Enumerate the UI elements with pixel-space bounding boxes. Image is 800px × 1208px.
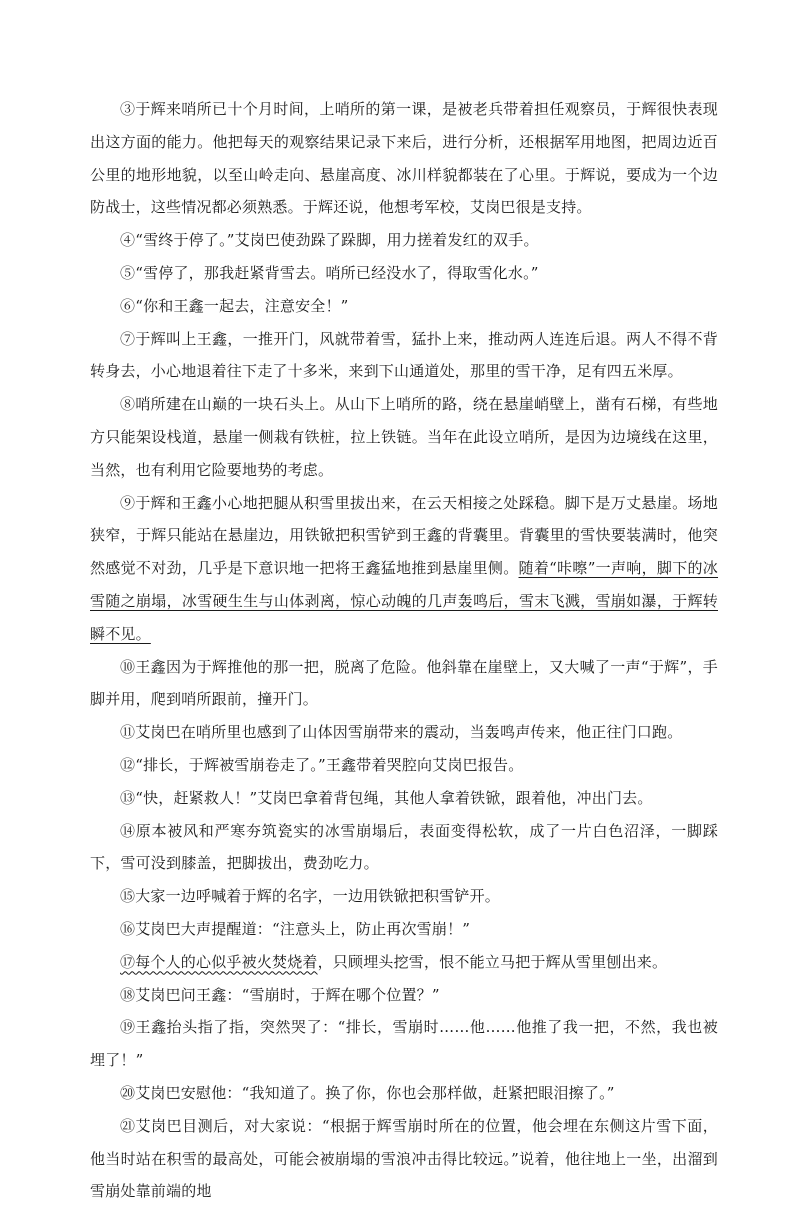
paragraph-17-text: ，只顾埋头挖雪，恨不能立马把于辉从雪里刨出来。 (317, 952, 668, 971)
paragraph-14: ⑭原本被风和严寒夯筑瓷实的冰雪崩塌后，表面变得松软，成了一片白色沼泽，一脚踩下，雪可没到膝盖，把脚拔出，费劲吃力。 (90, 821, 718, 873)
paragraph-4: ④“雪终于停了。”艾岗巴使劲跺了跺脚，用力搓着发红的双手。 (120, 231, 539, 250)
paragraph-16: ⑯艾岗巴大声提醒道：“注意头上，防止再次雪崩！” (120, 919, 471, 938)
article-body (90, 93, 718, 1208)
paragraph-17-wavy-underlined-phrase: ⑰每个人的心似乎被火焚烧着 (120, 952, 318, 971)
paragraph-9-text: ⑨于辉和王鑫小心地把腿从积雪里拔出来，在云天相接之处踩稳。脚下是万丈悬崖。场地狭窄，于辉只能站在悬崖边，用铁锨把积雪铲到王鑫的背囊里。背囊里的雪快要装满时，他突然感觉不对劲，几乎是下意识地一把将王鑫猛地推到悬崖里侧。 (90, 493, 718, 578)
paragraph-18: ⑱艾岗巴问王鑫：“雪崩时，于辉在哪个位置？” (120, 985, 440, 1004)
paragraph-9-underlined-sentence: 随着“咔嚓”一声响，脚下的冰雪随之崩塌，冰雪硬生生与山体剥离，惊心动魄的几声轰鸣后，雪末飞溅，雪崩如瀑，于辉转瞬不见。 (90, 559, 719, 643)
paragraph-7: ⑦于辉叫上王鑫，一推开门，风就带着雪，猛扑上来，推动两人连连后退。两人不得不背转身去，小心地退着往下走了十多米，来到下山通道处，那里的雪干净，足有四五米厚。 (90, 329, 718, 381)
paragraph-21: ㉑艾岗巴目测后，对大家说：“根据于辉雪崩时所在的位置，他会埋在东侧这片雪下面，他当时站在积雪的最高处，可能会被崩塌的雪浪冲击得比较远。”说着，他往地上一坐，出溜到雪崩处靠前端的地 (90, 1116, 718, 1201)
paragraph-9 (90, 487, 718, 651)
paragraph-20: ⑳艾岗巴安慰他：“我知道了。换了你，你也会那样做，赶紧把眼泪擦了。” (120, 1083, 615, 1102)
paragraph-6: ⑥“你和王鑫一起去，注意安全！” (120, 296, 349, 315)
paragraph-17 (90, 946, 718, 979)
paragraph-5: ⑤“雪停了，那我赶紧背雪去。哨所已经没水了，得取雪化水。” (120, 263, 539, 282)
paragraph-13: ⑬“快，赶紧救人！”艾岗巴拿着背包绳，其他人拿着铁锨，跟着他，冲出门去。 (120, 788, 653, 807)
paragraph-11: ⑪艾岗巴在哨所里也感到了山体因雪崩带来的震动，当轰鸣声传来，他正往门口跑。 (120, 723, 683, 742)
paragraph-3: ③于辉来哨所已十个月时间，上哨所的第一课，是被老兵带着担任观察员，于辉很快表现出这方面的能力。他把每天的观察结果记录下来后，进行分析，还根据军用地图，把周边近百公里的地形地貌，以至山岭走向、悬崖高度、冰川样貌都装在了心里。于辉说，要成为一个边防战士，这些情况都必须熟悉。于辉还说，他想考军校，艾岗巴很是支持。 (90, 100, 718, 217)
paragraph-8: ⑧哨所建在山巅的一块石头上。从山下上哨所的路，绕在悬崖峭壁上，凿有石梯，有些地方只能架设栈道，悬崖一侧栽有铁桩，拉上铁链。当年在此设立哨所，是因为边境线在这里，当然，也有利用它险要地势的考虑。 (90, 395, 718, 479)
paragraph-10: ⑩王鑫因为于辉推他的那一把，脱离了危险。他斜靠在崖壁上，又大喊了一声“于辉”，手脚并用，爬到哨所跟前，撞开门。 (90, 657, 718, 709)
paragraph-15: ⑮大家一边呼喊着于辉的名字，一边用铁锨把积雪铲开。 (120, 887, 501, 906)
paragraph-12: ⑫“排长，于辉被雪崩卷走了。”王鑫带着哭腔向艾岗巴报告。 (120, 755, 524, 774)
paragraph-19: ⑲王鑫抬头指了指，突然哭了：“排长，雪崩时……他……他推了我一把，不然，我也被埋了！” (90, 1018, 718, 1070)
